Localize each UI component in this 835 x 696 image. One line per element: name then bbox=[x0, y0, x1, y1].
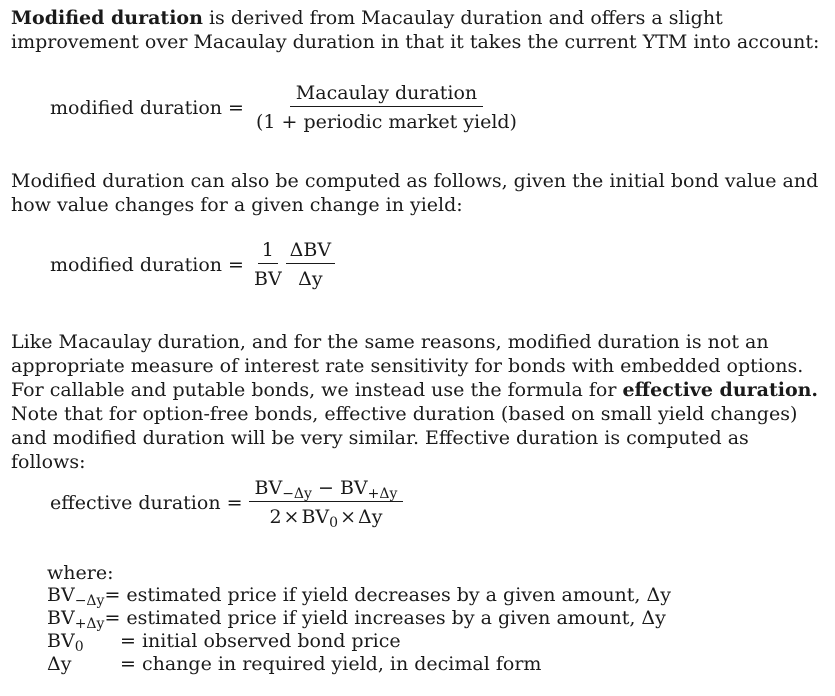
definition-text: = estimated price if yield decreases by a given amount, Δy bbox=[104, 584, 671, 606]
definition-row bbox=[47, 630, 671, 653]
subscript: +Δy bbox=[367, 486, 398, 502]
bv-symbol: BV bbox=[339, 477, 368, 499]
definition-text: = estimated price if yield increases by a given amount, Δy bbox=[104, 607, 666, 629]
denominator: Δy bbox=[298, 268, 323, 290]
subscript: −Δy bbox=[74, 593, 105, 609]
definition-text: = change in required yield, in decimal form bbox=[120, 653, 542, 675]
paragraph-text: Like Macaulay duration, and for the same reasons, modified duration is not an appropriate measure of interest rate sensitivity for bonds with embedded options. For callable and putable bonds, we instead use the formula for bbox=[11, 331, 804, 401]
definition-row bbox=[47, 653, 671, 676]
paragraph-text: Modified duration can also be computed as follows, given the initial bond value and how value changes for a given change in yield: bbox=[11, 170, 819, 216]
denominator: (1 + periodic market yield) bbox=[255, 111, 517, 133]
definition-symbol bbox=[47, 653, 120, 676]
equation-lhs: modified duration = bbox=[50, 253, 244, 276]
bv-symbol: BV bbox=[254, 477, 283, 499]
bv-symbol: BV bbox=[47, 630, 75, 652]
paragraph-effective-duration-intro bbox=[11, 330, 821, 474]
denominator bbox=[263, 502, 388, 531]
times-operator: × bbox=[283, 506, 300, 528]
bv-symbol: BV bbox=[47, 607, 75, 629]
term-modified-duration: Modified duration bbox=[11, 7, 203, 29]
subscript: +Δy bbox=[74, 616, 105, 632]
delta-y-symbol: Δy bbox=[357, 506, 383, 528]
paragraph-text: Note that for option-free bonds, effective duration (based on small yield changes) and modified duration will be very similar. Effective duration is computed as follows: bbox=[11, 403, 798, 473]
equation-effective-duration bbox=[50, 477, 403, 531]
definition-symbol bbox=[47, 584, 104, 607]
equation-lhs: effective duration = bbox=[50, 491, 243, 514]
definition-symbol bbox=[47, 630, 120, 653]
paragraph-modified-duration-intro bbox=[11, 6, 821, 54]
times-operator: × bbox=[340, 506, 356, 528]
paragraph-text: is derived from Macaulay duration and offers a slight improvement over Macaulay duration in that it takes the current YTM into account: bbox=[11, 7, 820, 53]
constant-two: 2 bbox=[269, 506, 282, 528]
definition-text: = initial observed bond price bbox=[120, 630, 401, 652]
numerator bbox=[249, 477, 404, 502]
subscript: 0 bbox=[329, 515, 339, 531]
fraction-delta-bv-over-delta-y bbox=[286, 239, 335, 290]
bv-symbol: BV bbox=[47, 584, 75, 606]
fraction bbox=[249, 477, 404, 531]
numerator: 1 bbox=[258, 239, 278, 264]
subscript: 0 bbox=[74, 639, 84, 655]
minus-operator: − bbox=[311, 477, 340, 499]
subscript: −Δy bbox=[282, 486, 312, 502]
fraction-one-over-bv bbox=[250, 239, 286, 290]
where-label: where: bbox=[47, 562, 114, 584]
equation-modified-duration-macaulay bbox=[50, 82, 523, 133]
denominator: BV bbox=[253, 268, 282, 290]
term-effective-duration: effective duration. bbox=[622, 379, 819, 401]
numerator: ΔBV bbox=[286, 239, 335, 264]
definitions-list bbox=[47, 584, 671, 676]
definition-row bbox=[47, 607, 671, 630]
equation-lhs: modified duration = bbox=[50, 96, 244, 119]
definition-row bbox=[47, 584, 671, 607]
equation-modified-duration-bv bbox=[50, 239, 335, 290]
fraction bbox=[250, 82, 523, 133]
definition-symbol bbox=[47, 607, 104, 630]
bv-symbol: BV bbox=[301, 506, 330, 528]
delta-y-symbol: Δy bbox=[47, 653, 72, 675]
paragraph-modified-duration-alt bbox=[11, 169, 821, 217]
numerator: Macaulay duration bbox=[290, 82, 483, 107]
